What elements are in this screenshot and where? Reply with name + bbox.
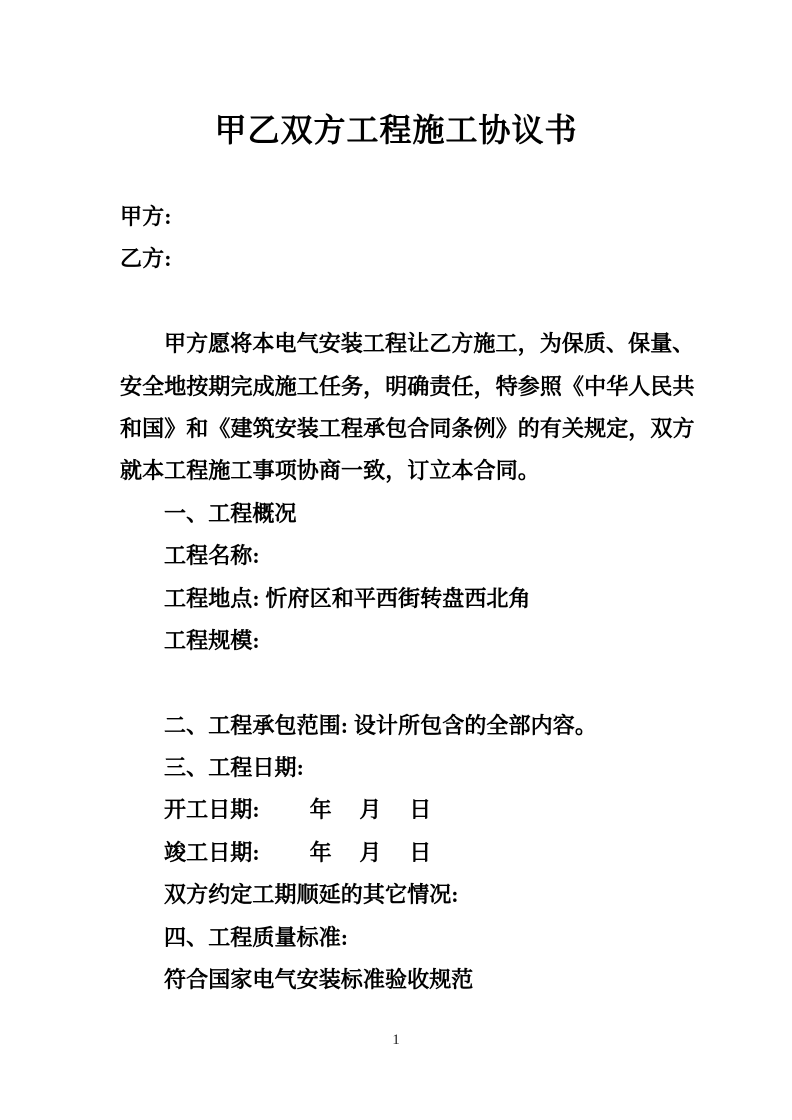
- completion-date-line: 竣工日期: 年 月 日: [164, 839, 432, 865]
- page-number: 1: [392, 1032, 400, 1048]
- section-2-scope-line: 二、工程承包范围: 设计所包含的全部内容。: [164, 712, 597, 738]
- intro-paragraph-line-3: 和国》和《建筑安装工程承包合同条例》的有关规定，双方: [120, 415, 695, 441]
- schedule-extension-note: 双方约定工期顺延的其它情况:: [164, 882, 459, 908]
- section-1-overview-heading: 一、工程概况: [164, 500, 297, 526]
- project-location-line: 工程地点: 忻府区和平西街转盘西北角: [164, 585, 531, 611]
- blank-line: [120, 662, 680, 704]
- project-name-label: 工程名称:: [164, 543, 260, 569]
- party-a-label: 甲方:: [120, 204, 172, 229]
- document-body: [120, 196, 695, 1001]
- section-4-quality-heading: 四、工程质量标准:: [164, 924, 349, 950]
- project-scale-label: 工程规模:: [164, 627, 260, 653]
- quality-standard-line: 符合国家电气安装标准验收规范: [164, 967, 474, 993]
- intro-paragraph-line-4: 就本工程施工事项协商一致，订立本合同。: [120, 458, 540, 484]
- blank-line: [120, 281, 680, 323]
- start-date-line: 开工日期: 年 月 日: [164, 797, 432, 823]
- document-title: 甲乙双方工程施工协议书: [214, 111, 578, 149]
- party-b-label: 乙方:: [120, 246, 172, 272]
- intro-paragraph-line-1: 甲方愿将本电气安装工程让乙方施工，为保质、保量、: [164, 331, 695, 357]
- section-3-dates-heading: 三、工程日期:: [164, 755, 305, 781]
- intro-paragraph-line-2: 安全地按期完成施工任务，明确责任，特参照《中华人民共: [120, 373, 695, 399]
